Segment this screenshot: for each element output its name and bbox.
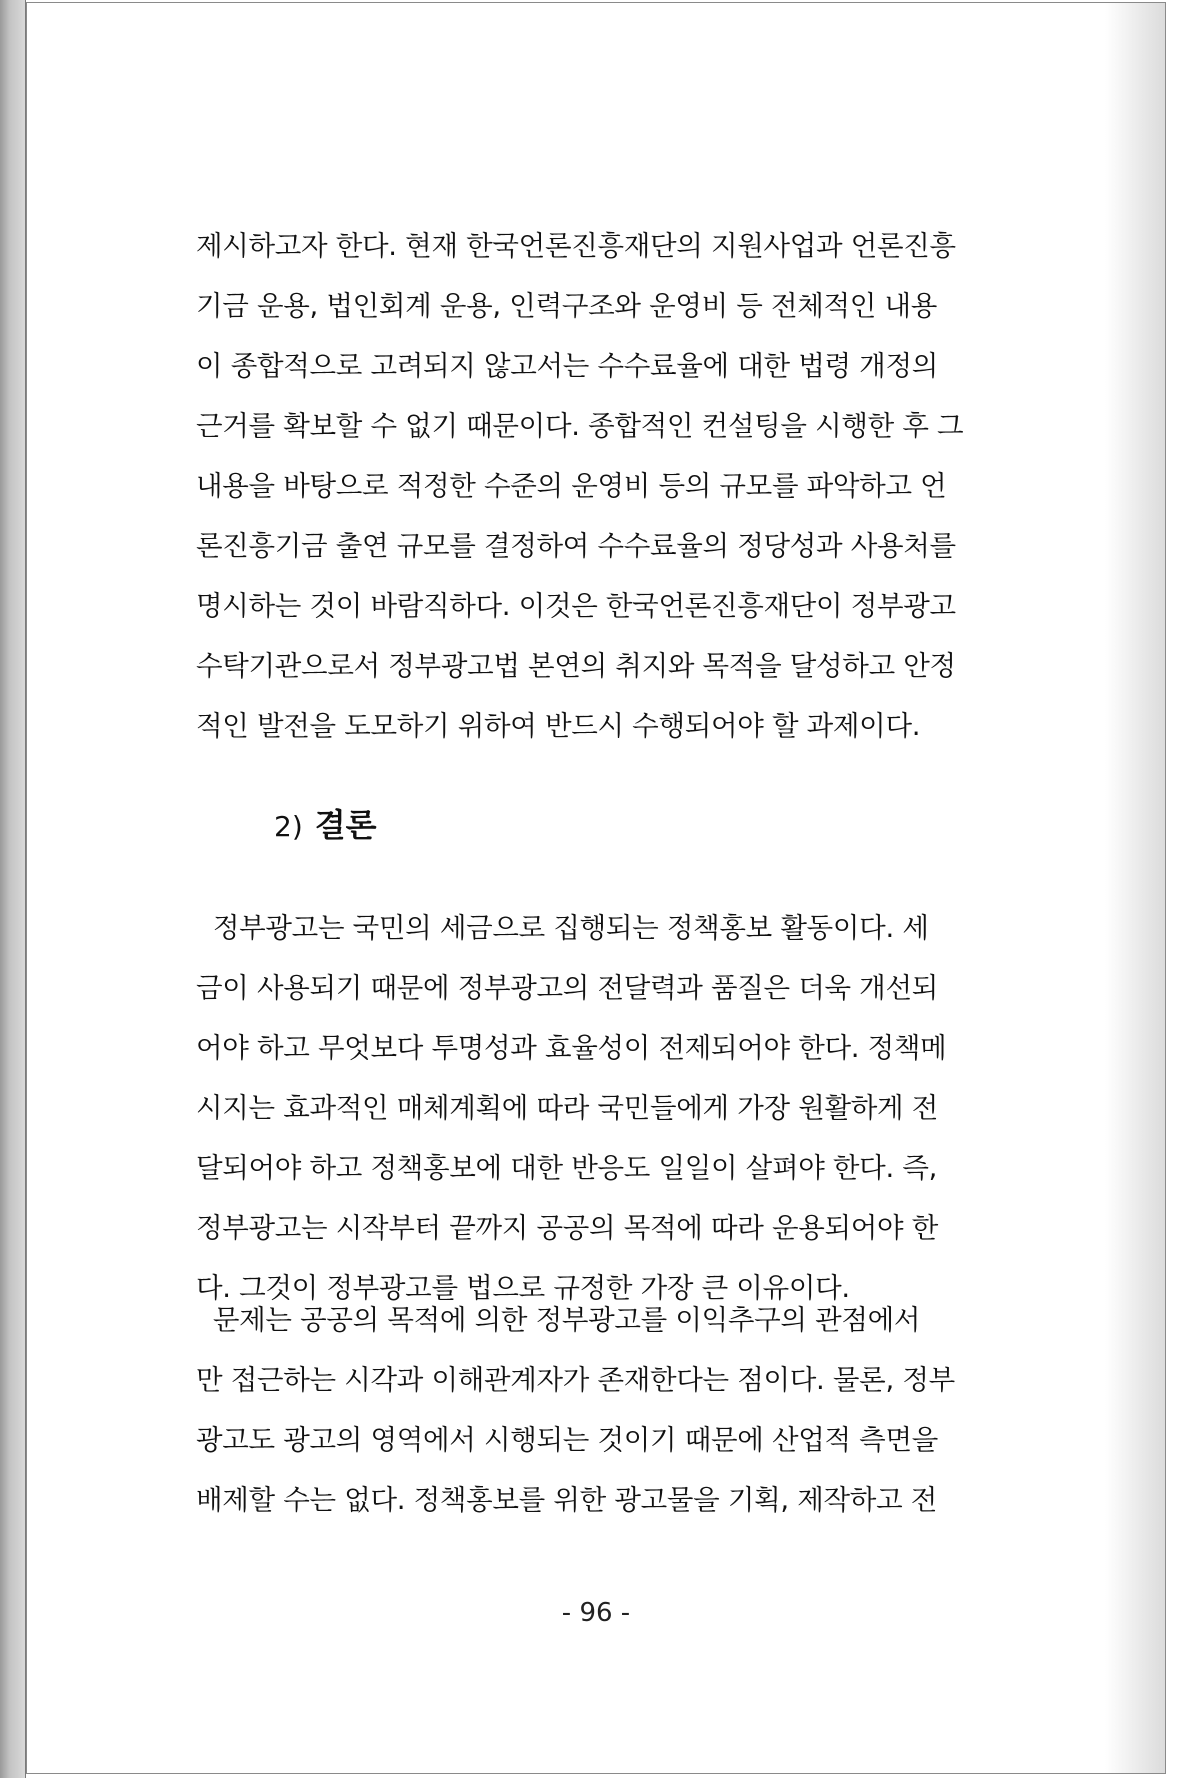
text-line: 시지는 효과적인 매체계획에 따라 국민들에게 가장 원활하게 전 <box>196 1092 938 1124</box>
text-line: 내용을 바탕으로 적정한 수준의 운영비 등의 규모를 파악하고 언 <box>196 470 947 502</box>
text-line: 문제는 공공의 목적에 의한 정부광고를 이익추구의 관점에서 <box>196 1304 921 1336</box>
text-line: 어야 하고 무엇보다 투명성과 효율성이 전제되어야 한다. 정책메 <box>196 1032 947 1064</box>
text-line: 제시하고자 한다. 현재 한국언론진흥재단의 지원사업과 언론진흥 <box>196 230 956 262</box>
text-line: 근거를 확보할 수 없기 때문이다. 종합적인 컨설팅을 시행한 후 그 <box>196 410 964 442</box>
text-line: 배제할 수는 없다. 정책홍보를 위한 광고물을 기획, 제작하고 전 <box>196 1484 938 1516</box>
text-line: 달되어야 하고 정책홍보에 대한 반응도 일일이 살펴야 한다. 즉, <box>196 1152 938 1184</box>
paragraph-1 <box>196 216 996 756</box>
text-line: 수탁기관으로서 정부광고법 본연의 취지와 목적을 달성하고 안정 <box>196 650 956 682</box>
text-line: 금이 사용되기 때문에 정부광고의 전달력과 품질은 더욱 개선되 <box>196 972 938 1004</box>
text-line: 적인 발전을 도모하기 위하여 반드시 수행되어야 할 과제이다. <box>196 710 921 742</box>
page-number: - 96 - <box>561 1598 631 1628</box>
text-line: 정부광고는 시작부터 끝까지 공공의 목적에 따라 운용되어야 한 <box>196 1212 938 1244</box>
section-title: 결론 <box>314 806 377 844</box>
paragraph-3 <box>196 1290 996 1530</box>
page-edge-shadow <box>1105 3 1165 1773</box>
text-line: 론진흥기금 출연 규모를 결정하여 수수료율의 정당성과 사용처를 <box>196 530 956 562</box>
section-number: 2) <box>274 810 303 843</box>
text-line: 다. 그것이 정부광고를 법으로 규정한 가장 큰 이유이다. <box>196 1272 850 1304</box>
text-line: 명시하는 것이 바람직하다. 이것은 한국언론진흥재단이 정부광고 <box>196 590 956 622</box>
text-line: 정부광고는 국민의 세금으로 집행되는 정책홍보 활동이다. 세 <box>196 912 929 944</box>
book-spine <box>0 0 26 1778</box>
section-heading <box>274 800 377 846</box>
text-line: 이 종합적으로 고려되지 않고서는 수수료율에 대한 법령 개정의 <box>196 350 938 382</box>
text-line: 기금 운용, 법인회계 운용, 인력구조와 운영비 등 전체적인 내용 <box>196 290 938 322</box>
text-line: 광고도 광고의 영역에서 시행되는 것이기 때문에 산업적 측면을 <box>196 1424 938 1456</box>
paragraph-2 <box>196 898 996 1318</box>
text-line: 만 접근하는 시각과 이해관계자가 존재한다는 점이다. 물론, 정부 <box>196 1364 955 1396</box>
